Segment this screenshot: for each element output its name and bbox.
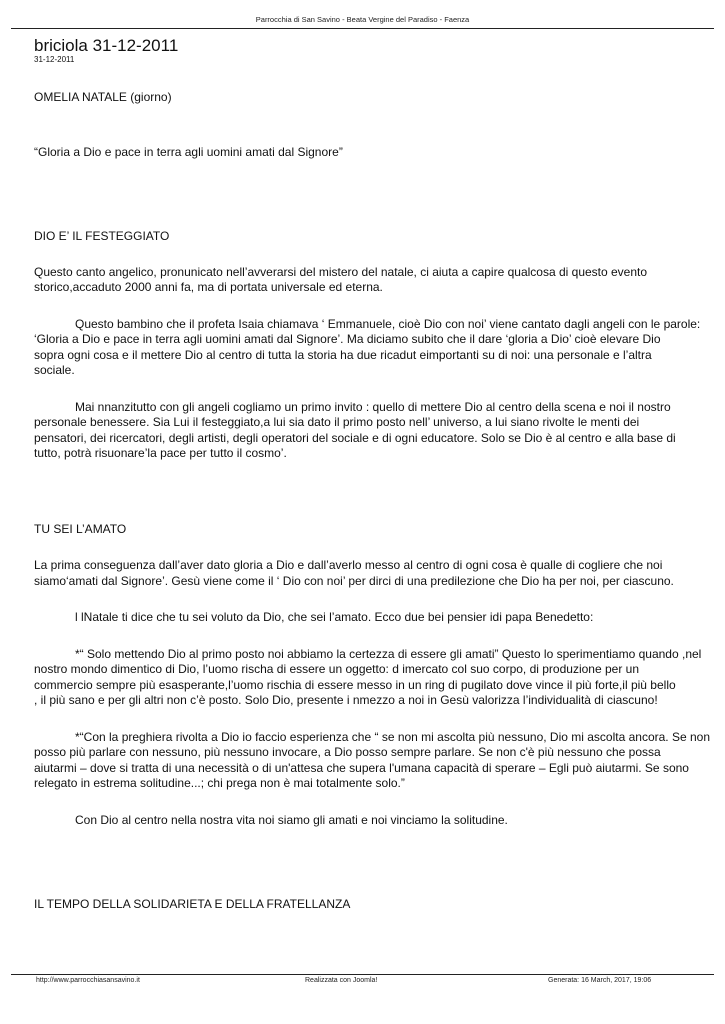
- paragraph-gloria-quote: “Gloria a Dio e pace in terra agli uomini amati dal Signore”: [34, 144, 343, 159]
- paragraph-quote-benedetto-1: *“ Solo mettendo Dio al primo posto noi abbiamo la certezza di essere gli amati” Questo lo sperimentiamo quando ,nel nostro mondo dimentico di Dio, l’uomo rischa di essere un oggetto: d imercato col suo corpo, di produzione per un commercio sempre più esasperante,l’uomo rischia di essere messo in un ring di pugilato dove vince il più forte,il più bello , il più sano e per gli altri non c’è posto. Solo Dio, presente i nmezzo a noi in Gesù valorizza l’individualità di ciascuno!: [34, 646, 702, 707]
- heading-tempo-solidarieta: IL TEMPO DELLA SOLIDARIETA E DELLA FRATELLANZA: [34, 897, 351, 911]
- heading-tu-sei-amato: TU SEI L’AMATO: [34, 521, 127, 536]
- paragraph-canto-angelico: Questo canto angelico, pronunicato nell’avverarsi del mistero del natale, ci aiuta a capire qualcosa di questo evento storico,accaduto 2000 anni fa, ma di portata universale ed eterna.: [34, 264, 648, 294]
- article-date: 31-12-2011: [34, 55, 75, 64]
- paragraph-primo-invito: Mai nnanzitutto con gli angeli cogliamo un primo invito : quello di mettere Dio al centro della scena e noi il nostro personale benessere. Sia Lui il festeggiato,a lui sia dato il primo posto nell’ universo, a lui siano rivolte le menti dei pensatori, dei ricercatori, degli artisti, degli operatori del sociale e di ogni educatore. Solo se Dio è al centro e alla base di tutto, potrà risuonare’la pace per tutto il cosmo’.: [34, 399, 676, 460]
- page-header: Parrocchia di San Savino - Beata Vergine del Paradiso - Faenza: [255, 15, 470, 24]
- paragraph-natale-voluto: l lNatale ti dice che tu sei voluto da Dio, che sei l’amato. Ecco due bei pensier idi papa Benedetto:: [75, 610, 594, 624]
- paragraph-con-dio-al-centro: Con Dio al centro nella nostra vita noi siamo gli amati e noi vinciamo la solitudine.: [75, 812, 508, 827]
- paragraph-omelia: OMELIA NATALE (giorno): [34, 90, 172, 104]
- header-rule: [11, 28, 714, 29]
- article-title: briciola 31-12-2011: [34, 36, 179, 55]
- article: [34, 36, 716, 913]
- footer-generated-date: Generata: 16 March, 2017, 19:06: [548, 977, 652, 984]
- footer-url-link[interactable]: http://www.parrocchiasansavino.it: [36, 977, 140, 984]
- paragraph-bambino: Questo bambino che il profeta Isaia chiamava ‘ Emmanuele, cioè Dio con noi’ viene cantato dagli angeli con le parole: ‘Gloria a Dio e pace in terra agli uomini amati dal Signore’. Ma diciamo subito che il dare ‘gloria a Dio’ cioè elevare Dio sopra ogni cosa e il mettere Dio al centro di tutta la storia ha due ricadut eimportanti su di noi: una personale e l’altra sociale.: [34, 316, 701, 377]
- paragraph-quote-benedetto-2: *“Con la preghiera rivolta a Dio io faccio esperienza che “ se non mi ascolta più nessuno, Dio mi ascolta ancora. Se non posso più parlare con nessuno, più nessuno invocare, a Dio posso sempre parlare. Se non c'è più nessuno che possa aiutarmi – dove si tratta di una necessità o di un'attesa che supera l'umana capacità di sperare – Egli può aiutarmi. Se sono relegato in estrema solitudine...; chi prega non è mai totalmente solo.”: [34, 729, 711, 790]
- footer-rule: [11, 974, 714, 975]
- paragraph-prima-conseguenza: La prima conseguenza dall’aver dato gloria a Dio e dall’averlo messo al centro di ogni cosa è qualle di cogliere che noi siamo‘amati dal Signore’. Gesù viene come il ‘ Dio con noi’ per dirci di una predilezione che Dio ha per noi, per ciascuno.: [34, 558, 674, 588]
- footer-joomla-credit: Realizzata con Joomla!: [305, 977, 378, 984]
- heading-dio-festeggiato: DIO E’ IL FESTEGGIATO: [34, 229, 170, 243]
